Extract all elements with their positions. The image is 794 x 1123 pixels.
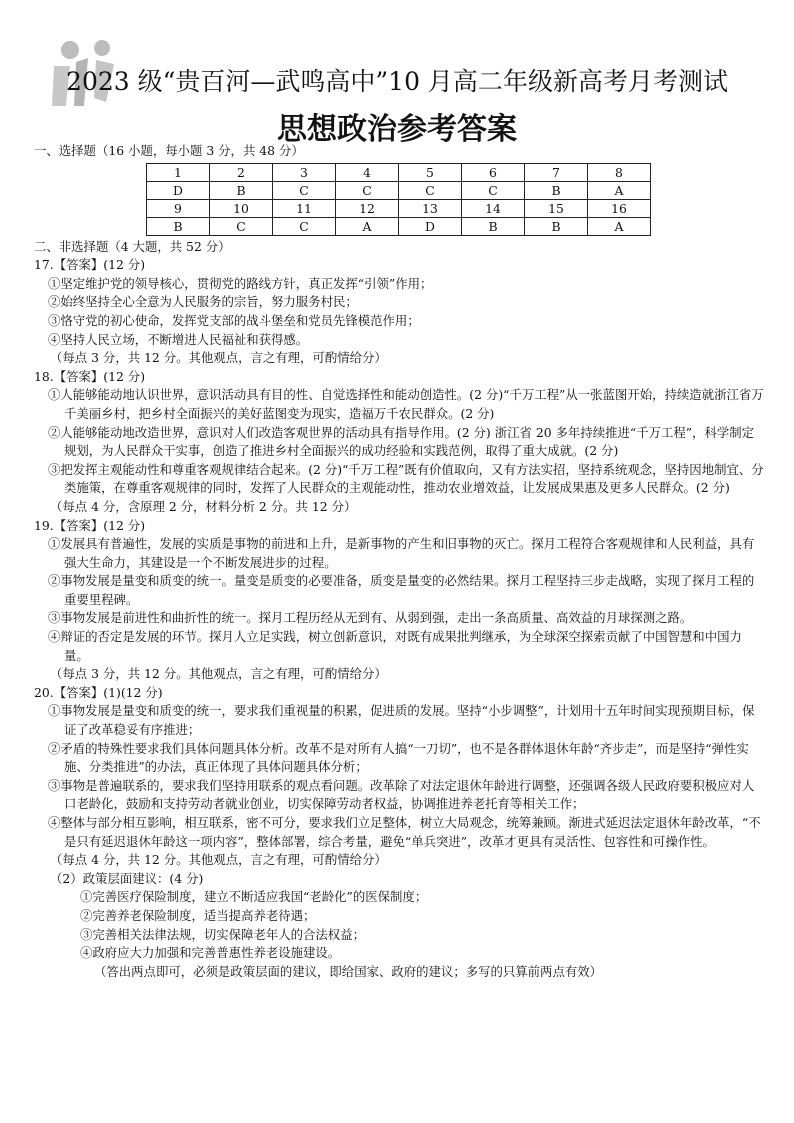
q19-scoring-note: （每点 3 分，共 12 分。其他观点，言之有理，可酌情给分）	[50, 666, 387, 682]
q19-heading: 19.【答案】(12 分)	[34, 517, 146, 533]
q20-part2-heading: （2）政策层面建议：(4 分)	[50, 870, 204, 886]
table-cell: 14	[462, 199, 525, 217]
q20-heading: 20.【答案】(1)(12 分)	[34, 684, 163, 700]
table-cell: C	[210, 217, 273, 235]
table-cell: A	[336, 217, 399, 235]
q17-point-2: ②始终坚持全心全意为人民服务的宗旨，努力服务村民；	[48, 294, 358, 310]
answer-title: 思想政治参考答案	[277, 112, 517, 147]
table-cell: 13	[399, 199, 462, 217]
table-cell: 5	[399, 163, 462, 181]
q20-scoring-note: （每点 4 分，共 12 分。其他观点，言之有理，可酌情给分）	[50, 852, 387, 868]
answer-content	[34, 142, 764, 981]
section1-heading: 一、选择题（16 小题，每小题 3 分，共 48 分）	[34, 143, 304, 158]
q17-scoring-note: （每点 3 分，共 12 分。其他观点，言之有理，可酌情给分）	[50, 350, 387, 366]
q20-part2-point-2: ②完善养老保险制度，适当提高养老待遇；	[80, 907, 316, 923]
q20-part2-note: （答出两点即可，必须是政策层面的建议，即给国家、政府的建议；多写的只算前两点有效）	[94, 963, 603, 979]
answer-table	[146, 163, 651, 236]
table-row	[147, 163, 651, 181]
table-cell: A	[588, 217, 651, 235]
table-cell: 12	[336, 199, 399, 217]
table-cell: C	[273, 181, 336, 199]
table-cell: B	[147, 217, 210, 235]
table-cell: C	[336, 181, 399, 199]
table-cell: A	[588, 181, 651, 199]
table-cell: 3	[273, 163, 336, 181]
table-cell: 8	[588, 163, 651, 181]
table-cell: 9	[147, 199, 210, 217]
section2-heading: 二、非选择题（4 大题，共 52 分）	[34, 238, 231, 254]
table-cell: 1	[147, 163, 210, 181]
table-row	[147, 217, 651, 235]
q18-scoring-note: （每点 4 分，含原理 2 分，材料分析 2 分。共 12 分）	[50, 498, 357, 514]
q17-point-1: ①坚定维护党的领导核心，贯彻党的路线方针，真正发挥“引领”作用；	[48, 275, 433, 291]
q18-heading: 18.【答案】(12 分)	[34, 368, 146, 384]
q18-point-3: ③把发挥主观能动性和尊重客观规律结合起来。(2 分)“千万工程”既有价值取向，又有方法实招，坚持系统观念，坚持因地制宜、分类施策，在尊重客观规律的同时，发挥了人民群众的主观能动性，推动农业增效益，让发展成果惠及更多人民群众。(2 分)	[48, 461, 764, 496]
q20-point-1: ①事物发展是量变和质变的统一，要求我们重视量的积累，促进质的发展。坚持“小步调整”，计划用十五年时间实现预期目标，保证了改革稳妥有序推进；	[48, 703, 755, 738]
q19-point-4: ④辩证的否定是发展的环节。探月人立足实践，树立创新意识，对既有成果批判继承，为全球深空探索贡献了中国智慧和中国力量。	[48, 629, 742, 663]
q17-point-3: ③恪守党的初心使命，发挥党支部的战斗堡垒和党员先锋模范作用；	[48, 312, 420, 328]
exam-title: 2023 级“贵百河—武鸣高中”10 月高二年级新高考月考测试	[66, 67, 728, 96]
table-cell: B	[525, 181, 588, 199]
table-cell: D	[147, 181, 210, 199]
table-cell: B	[525, 217, 588, 235]
q17-point-4: ④坚持人民立场，不断增进人民福祉和获得感。	[48, 331, 309, 347]
table-cell: 16	[588, 199, 651, 217]
q20-part2-point-4: ④政府应大力加强和完善普惠性养老设施建设。	[80, 945, 341, 961]
q20-point-3: ③事物是普遍联系的，要求我们坚持用联系的观点看问题。改革除了对法定退休年龄进行调整，还强调各级人民政府要积极应对人口老龄化，鼓励和支持劳动者就业创业，切实保障劳动者权益，协调推进养老托育等相关工作；	[48, 777, 755, 812]
q17-heading: 17.【答案】(12 分)	[34, 257, 146, 273]
q19-point-1: ①发展具有普遍性，发展的实质是事物的前进和上升，是新事物的产生和旧事物的灭亡。探月工程符合客观规律和人民利益，具有强大生命力，其建设是一个不断发展进步的过程。	[48, 536, 755, 570]
table-cell: 7	[525, 163, 588, 181]
table-row	[147, 181, 651, 199]
table-cell: 4	[336, 163, 399, 181]
table-cell: D	[399, 217, 462, 235]
q19-point-3: ③事物发展是前进性和曲折性的统一。探月工程历经从无到有、从弱到强，走出一条高质量、高效益的月球探测之路。	[48, 610, 693, 626]
table-cell: C	[399, 181, 462, 199]
q19-point-2: ②事物发展是量变和质变的统一。量变是质变的必要准备，质变是量变的必然结果。探月工程坚持三步走战略，实现了探月工程的重要里程碑。	[48, 573, 755, 607]
table-cell: B	[210, 181, 273, 199]
q18-point-2: ②人能够能动地改造世界，意识对人们改造客观世界的活动具有指导作用。(2 分) 浙江省 20 多年持续推进“千万工程”，科学制定规划，为人民群众干实事，创造了推进乡村全面振兴的成功经验和实践范例，取得了重大成就。(2 分)	[48, 424, 755, 459]
table-cell: 2	[210, 163, 273, 181]
q20-part2-point-1: ①完善医疗保险制度，建立不断适应我国“老龄化”的医保制度；	[80, 889, 428, 905]
table-cell: C	[273, 217, 336, 235]
q18-point-1: ①人能够能动地认识世界，意识活动具有目的性、自觉选择性和能动创造性。(2 分)“千万工程”从一张蓝图开始，持续造就浙江省万千美丽乡村，把乡村全面振兴的美好蓝图变为现实，造福万千农民群众。(2 分)	[48, 387, 764, 421]
table-cell: 6	[462, 163, 525, 181]
table-row	[147, 199, 651, 217]
table-cell: C	[462, 181, 525, 199]
table-cell: 10	[210, 199, 273, 217]
q20-part2-point-3: ③完善相关法律法规，切实保障老年人的合法权益；	[80, 926, 365, 942]
table-cell: B	[462, 217, 525, 235]
table-cell: 11	[273, 199, 336, 217]
q20-point-4: ④整体与部分相互影响，相互联系，密不可分，要求我们立足整体，树立大局观念，统筹兼顾。渐进式延迟法定退休年龄改革，“不是只有延迟退休年龄这一项内容”，整体部署，综合考量，避免“单兵突进”，改革才更具有灵活性、包容性和可操作性。	[48, 815, 761, 849]
q20-point-2: ②矛盾的特殊性要求我们具体问题具体分析。改革不是对所有人搞“一刀切”，也不是各群体退休年龄“齐步走”，而是坚持“弹性实施、分类推进”的办法，真正体现了具体问题具体分析；	[48, 740, 749, 775]
table-cell: 15	[525, 199, 588, 217]
